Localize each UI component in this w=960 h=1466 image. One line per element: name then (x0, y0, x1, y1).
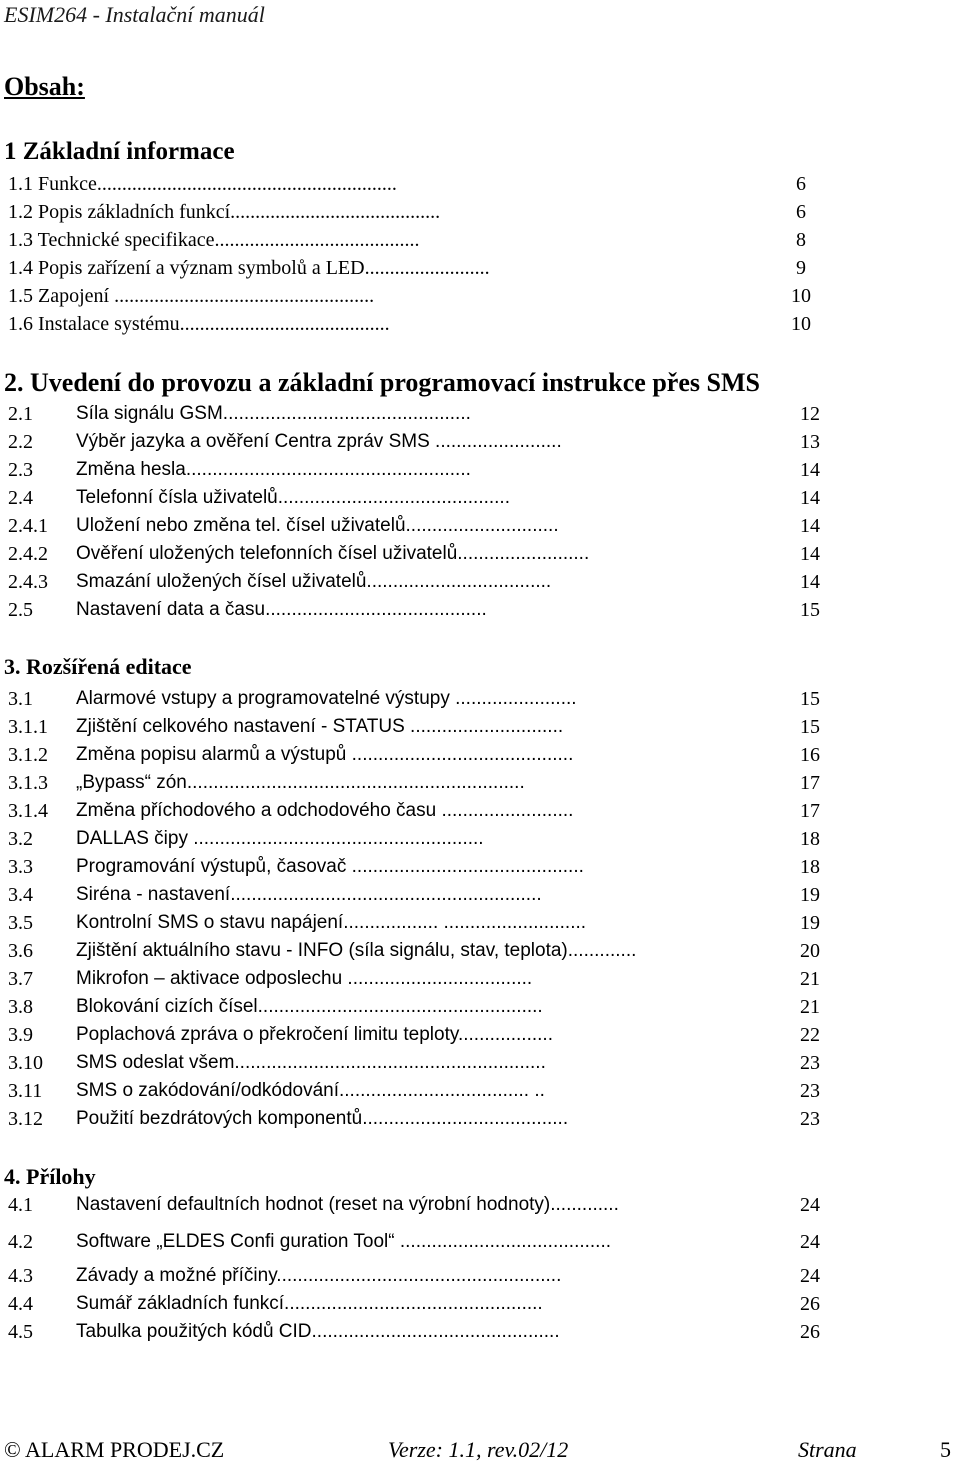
toc-entry-page: 14 (800, 459, 820, 481)
toc-entry[interactable] (8, 488, 838, 510)
toc-entry-text: SMS odeslat všem........................................................... (76, 1052, 546, 1073)
toc-entry-text: Sumář základních funkcí................................................. (76, 1293, 543, 1314)
toc-entry-page: 23 (800, 1108, 820, 1130)
toc-entry-text: Nastavení data a času.......................................... (76, 599, 487, 620)
toc-entry-number: 2.5 (8, 599, 33, 621)
toc-entry-page: 24 (800, 1265, 820, 1287)
toc-entry-number: 3.1.3 (8, 772, 48, 794)
toc-entry[interactable] (8, 202, 818, 224)
section-heading-4: 4. Přílohy (4, 1164, 96, 1189)
toc-entry-page: 6 (796, 201, 806, 223)
toc-entry-text: Nastavení defaultních hodnot (reset na výrobní hodnoty)............. (76, 1194, 619, 1215)
toc-entry-text: Siréna - nastavení........................................................... (76, 884, 542, 905)
toc-entry-text: Tabulka použitých kódů CID............................................... (76, 1321, 560, 1342)
toc-entry-number: 3.7 (8, 968, 33, 990)
toc-entry-page: 17 (800, 772, 820, 794)
toc-entry-text: Alarmové vstupy a programovatelné výstupy ....................... (76, 688, 577, 709)
toc-title: Obsah: (4, 72, 85, 101)
toc-entry-number: 2.3 (8, 459, 33, 481)
toc-entry[interactable] (8, 1025, 838, 1047)
toc-entry-text: 1.4 Popis zařízení a význam symbolů a LED......................... (8, 257, 490, 279)
toc-entry-number: 2.4.2 (8, 543, 48, 565)
toc-entry-number: 4.3 (8, 1265, 33, 1287)
toc-entry-page: 15 (800, 716, 820, 738)
toc-entry[interactable] (8, 801, 838, 823)
toc-entry-page: 20 (800, 940, 820, 962)
toc-entry[interactable] (8, 969, 838, 991)
toc-entry-text: Uložení nebo změna tel. čísel uživatelů............................. (76, 515, 559, 536)
toc-entry-number: 3.5 (8, 912, 33, 934)
toc-entry-page: 17 (800, 800, 820, 822)
footer-copyright: © ALARM PRODEJ.CZ (4, 1437, 225, 1462)
toc-entry[interactable] (8, 516, 838, 538)
toc-entry[interactable] (8, 1109, 838, 1131)
toc-entry-page: 15 (800, 599, 820, 621)
toc-entry-number: 2.2 (8, 431, 33, 453)
toc-entry-page: 18 (800, 856, 820, 878)
toc-entry-number: 3.8 (8, 996, 33, 1018)
toc-entry-number: 3.1.1 (8, 716, 48, 738)
footer-page-number: 5 (940, 1437, 951, 1462)
toc-entry-page: 13 (800, 431, 820, 453)
toc-entry[interactable] (8, 460, 838, 482)
toc-entry-text: Smazání uložených čísel uživatelů................................... (76, 571, 552, 592)
toc-entry-number: 2.1 (8, 403, 33, 425)
section-heading-1: 1 Základní informace (4, 138, 235, 165)
toc-entry-number: 3.3 (8, 856, 33, 878)
toc-entry-number: 3.11 (8, 1080, 43, 1102)
toc-entry[interactable] (8, 717, 838, 739)
document-header-title: ESIM264 - Instalační manuál (4, 2, 265, 27)
toc-entry-number: 3.1.2 (8, 744, 48, 766)
toc-entry-text: Výběr jazyka a ověření Centra zpráv SMS ........................ (76, 431, 562, 452)
toc-entry-page: 19 (800, 884, 820, 906)
toc-entry-page: 6 (796, 173, 806, 195)
toc-entry-number: 4.5 (8, 1321, 33, 1343)
toc-entry[interactable] (8, 997, 838, 1019)
toc-entry-page: 18 (800, 828, 820, 850)
toc-entry[interactable] (8, 773, 838, 795)
footer-version: Verze: 1.1, rev.02/12 (388, 1437, 569, 1462)
toc-entry-page: 10 (791, 313, 811, 335)
toc-entry-number: 3.6 (8, 940, 33, 962)
toc-entry-text: Změna popisu alarmů a výstupů .......................................... (76, 744, 574, 765)
section-heading-2: 2. Uvedení do provozu a základní programovací instrukce přes SMS (4, 368, 760, 397)
toc-entry-page: 23 (800, 1052, 820, 1074)
toc-entry[interactable] (8, 829, 838, 851)
toc-entry[interactable] (8, 1053, 838, 1075)
toc-entry[interactable] (8, 745, 838, 767)
toc-entry-page: 22 (800, 1024, 820, 1046)
toc-entry-page: 26 (800, 1321, 820, 1343)
toc-entry[interactable] (8, 857, 838, 879)
toc-entry[interactable] (8, 689, 838, 711)
toc-entry[interactable] (8, 1294, 838, 1316)
toc-entry-text: Změna příchodového a odchodového času ......................... (76, 800, 574, 821)
toc-entry-number: 2.4.3 (8, 571, 48, 593)
toc-entry-page: 19 (800, 912, 820, 934)
toc-entry[interactable] (8, 913, 838, 935)
toc-entry-page: 9 (796, 257, 806, 279)
toc-entry-number: 4.4 (8, 1293, 33, 1315)
toc-entry-text: Telefonní čísla uživatelů............................................ (76, 487, 510, 508)
toc-entry-text: Programování výstupů, časovač ............................................ (76, 856, 584, 877)
toc-entry-page: 24 (800, 1194, 820, 1216)
toc-entry[interactable] (8, 432, 838, 454)
toc-entry-text: Blokování cizích čísel...................................................... (76, 996, 543, 1017)
toc-entry-page: 10 (791, 285, 811, 307)
toc-entry-number: 3.10 (8, 1052, 43, 1074)
toc-entry[interactable] (8, 1266, 838, 1288)
toc-entry[interactable] (8, 314, 818, 336)
toc-entry-text: „Bypass“ zón................................................................ (76, 772, 525, 793)
toc-entry[interactable] (8, 258, 818, 280)
toc-entry-text: SMS o zakódování/odkódování.................................... .. (76, 1080, 545, 1101)
toc-entry-number: 4.2 (8, 1231, 33, 1253)
toc-entry-text: Změna hesla...................................................... (76, 459, 471, 480)
toc-entry[interactable] (8, 572, 838, 594)
toc-entry[interactable] (8, 600, 838, 622)
toc-entry-text: Mikrofon – aktivace odposlechu ................................... (76, 968, 533, 989)
section-heading-3: 3. Rozšířená editace (4, 654, 192, 679)
toc-entry-number: 3.1 (8, 688, 33, 710)
toc-entry-number: 2.4.1 (8, 515, 48, 537)
toc-entry-number: 2.4 (8, 487, 33, 509)
toc-entry-text: 1.6 Instalace systému.......................................... (8, 313, 390, 335)
toc-entry[interactable] (8, 1081, 838, 1103)
toc-entry[interactable] (8, 286, 818, 308)
toc-entry-text: Zjištění aktuálního stavu - INFO (síla signálu, stav, teplota)............. (76, 940, 637, 961)
toc-entry-number: 4.1 (8, 1194, 33, 1216)
toc-entry-page: 21 (800, 968, 820, 990)
toc-entry[interactable] (8, 941, 838, 963)
toc-entry-page: 14 (800, 543, 820, 565)
toc-entry-page: 23 (800, 1080, 820, 1102)
toc-entry-page: 14 (800, 515, 820, 537)
toc-entry-text: Závady a možné příčiny...................................................... (76, 1265, 562, 1286)
toc-entry-text: Software „ELDES Confi guration Tool“ ........................................ (76, 1231, 612, 1252)
toc-entry-text: Zjištění celkového nastavení - STATUS ............................. (76, 716, 564, 737)
toc-entry-text: 1.1 Funkce............................................................ (8, 173, 397, 195)
toc-entry-text: DALLAS čipy ....................................................... (76, 828, 484, 849)
toc-entry-number: 3.4 (8, 884, 33, 906)
toc-entry-page: 24 (800, 1231, 820, 1253)
toc-entry-number: 3.12 (8, 1108, 43, 1130)
toc-entry-text: Použití bezdrátových komponentů....................................... (76, 1108, 569, 1129)
toc-entry-number: 3.9 (8, 1024, 33, 1046)
toc-entry-number: 3.1.4 (8, 800, 48, 822)
toc-entry-page: 15 (800, 688, 820, 710)
toc-entry-page: 12 (800, 403, 820, 425)
toc-entry-page: 14 (800, 571, 820, 593)
toc-entry-page: 14 (800, 487, 820, 509)
toc-entry-text: 1.5 Zapojení .................................................... (8, 285, 375, 307)
toc-entry-page: 16 (800, 744, 820, 766)
toc-entry[interactable] (8, 885, 838, 907)
toc-entry-text: Ověření uložených telefonních čísel uživatelů......................... (76, 543, 590, 564)
toc-entry-text: Poplachová zpráva o překročení limitu teploty.................. (76, 1024, 553, 1045)
toc-entry[interactable] (8, 1195, 838, 1217)
toc-entry[interactable] (8, 1322, 838, 1344)
toc-entry-text: Síla signálu GSM............................................... (76, 403, 471, 424)
footer-page-label: Strana (798, 1437, 857, 1462)
toc-entry-page: 8 (796, 229, 806, 251)
toc-entry[interactable] (8, 404, 838, 426)
toc-entry[interactable] (8, 1232, 838, 1254)
toc-entry-number: 3.2 (8, 828, 33, 850)
toc-entry[interactable] (8, 174, 818, 196)
toc-entry-page: 26 (800, 1293, 820, 1315)
toc-entry-page: 21 (800, 996, 820, 1018)
toc-entry-text: Kontrolní SMS o stavu napájení.................. ........................... (76, 912, 587, 933)
toc-entry[interactable] (8, 544, 838, 566)
toc-entry-text: 1.2 Popis základních funkcí.......................................... (8, 201, 441, 223)
toc-entry-text: 1.3 Technické specifikace......................................... (8, 229, 420, 251)
toc-entry[interactable] (8, 230, 818, 252)
